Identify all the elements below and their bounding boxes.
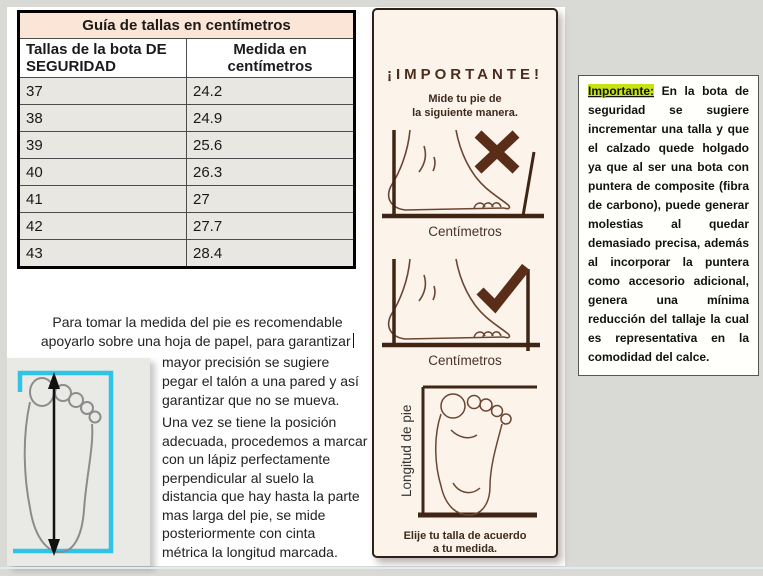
- table-row: [19, 186, 355, 213]
- size-cell: 37: [19, 78, 187, 105]
- instruction-line-text: apoyarlo sobre una hoja de papel, para garantizar: [40, 333, 351, 349]
- instruction-line: garantizar que no se mueva.: [162, 392, 340, 408]
- measurement-cell: 26.3: [187, 159, 355, 186]
- instruction-line: métrica la longitud marcada.: [162, 543, 338, 560]
- instruction-line: posteriormente con cinta: [162, 525, 316, 541]
- column-header-line: centímetros: [227, 58, 313, 75]
- table-row: [19, 78, 355, 105]
- column-header-line: Tallas de la bota DE: [26, 41, 167, 58]
- measurement-cell: 24.9: [187, 105, 355, 132]
- tilted-measure-line: [523, 152, 534, 216]
- foot-top-view-illustration: [7, 358, 150, 566]
- table-row: [19, 240, 355, 268]
- measurement-cell: 27: [187, 186, 355, 213]
- measuring-instructions-paragraph-2: [162, 413, 367, 561]
- note-highlight: Importante:: [588, 84, 654, 98]
- size-cell: 42: [19, 213, 187, 240]
- important-panel: [372, 8, 558, 558]
- size-guide-table: [17, 10, 356, 269]
- wrong-measure-diagram: [380, 126, 550, 226]
- column-header-measure: [187, 39, 355, 78]
- window-edge-divider: [0, 567, 763, 569]
- cyan-frame: [13, 373, 111, 551]
- instruction-line: Para tomar la medida del pie es recomendable: [52, 314, 343, 330]
- table-row: [19, 213, 355, 240]
- panel-footer-text: [404, 530, 527, 556]
- size-cell: 43: [19, 240, 187, 268]
- instruction-line: adecuada, procedemos a marcar: [162, 432, 368, 449]
- size-cell: 41: [19, 186, 187, 213]
- foot-measurement-image: [7, 358, 150, 566]
- measuring-instructions-paragraph-1-wrap: [162, 353, 359, 410]
- footer-line: Elije tu talla de acuerdo: [403, 530, 527, 542]
- instruction-line: con un lápiz perfectamente: [162, 451, 331, 467]
- note-text: En la bota de seguridad se sugiere incrementar una talla y que el calzado quede holgado ya que al ser una bota con puntera de composite (fibra de carbono), puede generar molestias al quedar demasiado precisa, además al incorporar la puntera como accesorio adicional, genera una mínima reducción del tallaje la cual es representativa en la comodidad del calce.: [588, 84, 749, 364]
- check-mark-icon: [480, 267, 526, 306]
- column-header-sizes: [19, 39, 187, 78]
- table-row: [19, 159, 355, 186]
- size-cell: 40: [19, 159, 187, 186]
- instruction-line: [41, 333, 354, 349]
- table-title: Guía de tallas en centímetros: [19, 12, 355, 39]
- measurement-cell: 27.7: [187, 213, 355, 240]
- size-cell: 38: [19, 105, 187, 132]
- centimeters-label-2: Centímetros: [428, 353, 502, 368]
- instruction-line: mayor precisión se sugiere: [162, 354, 330, 370]
- table-header-row: [19, 39, 355, 78]
- centimeters-label-1: Centímetros: [428, 224, 502, 239]
- instruction-line: mas larga del pie, se mide: [162, 506, 326, 523]
- foot-length-diagram: [389, 380, 541, 522]
- note-panel: [578, 75, 759, 376]
- measurement-cell: 28.4: [187, 240, 355, 268]
- table-title-row: [19, 12, 355, 39]
- measurement-cell: 24.2: [187, 78, 355, 105]
- column-header-line: Medida en: [233, 41, 307, 58]
- text-cursor[interactable]: [353, 333, 355, 348]
- measurement-cell: 25.6: [187, 132, 355, 159]
- instruction-line: pegar el talón a una pared y así: [162, 373, 359, 389]
- table-row: [19, 105, 355, 132]
- instruction-line: Una vez se tiene la posición: [162, 414, 337, 430]
- foot-outline-icon: [25, 378, 101, 552]
- subtitle-line: Mide tu pie de: [428, 93, 502, 105]
- table-row: [19, 132, 355, 159]
- size-cell: 39: [19, 132, 187, 159]
- column-header-line: SEGURIDAD: [26, 58, 117, 75]
- instruction-line: distancia que hay hasta la parte: [162, 488, 360, 504]
- subtitle-line: la siguiente manera.: [412, 107, 518, 119]
- footer-line: a tu medida.: [432, 543, 498, 555]
- sole-outline-icon: [436, 394, 511, 515]
- instruction-line: perpendicular al suelo la: [162, 469, 314, 486]
- foot-length-label: Longitud de pie: [399, 404, 414, 497]
- x-mark-icon: [478, 134, 516, 170]
- measuring-instructions-paragraph-1: [30, 313, 365, 351]
- correct-measure-diagram: [380, 255, 550, 355]
- important-title: ¡IMPORTANTE!: [386, 66, 544, 83]
- measure-subtitle: [412, 92, 518, 120]
